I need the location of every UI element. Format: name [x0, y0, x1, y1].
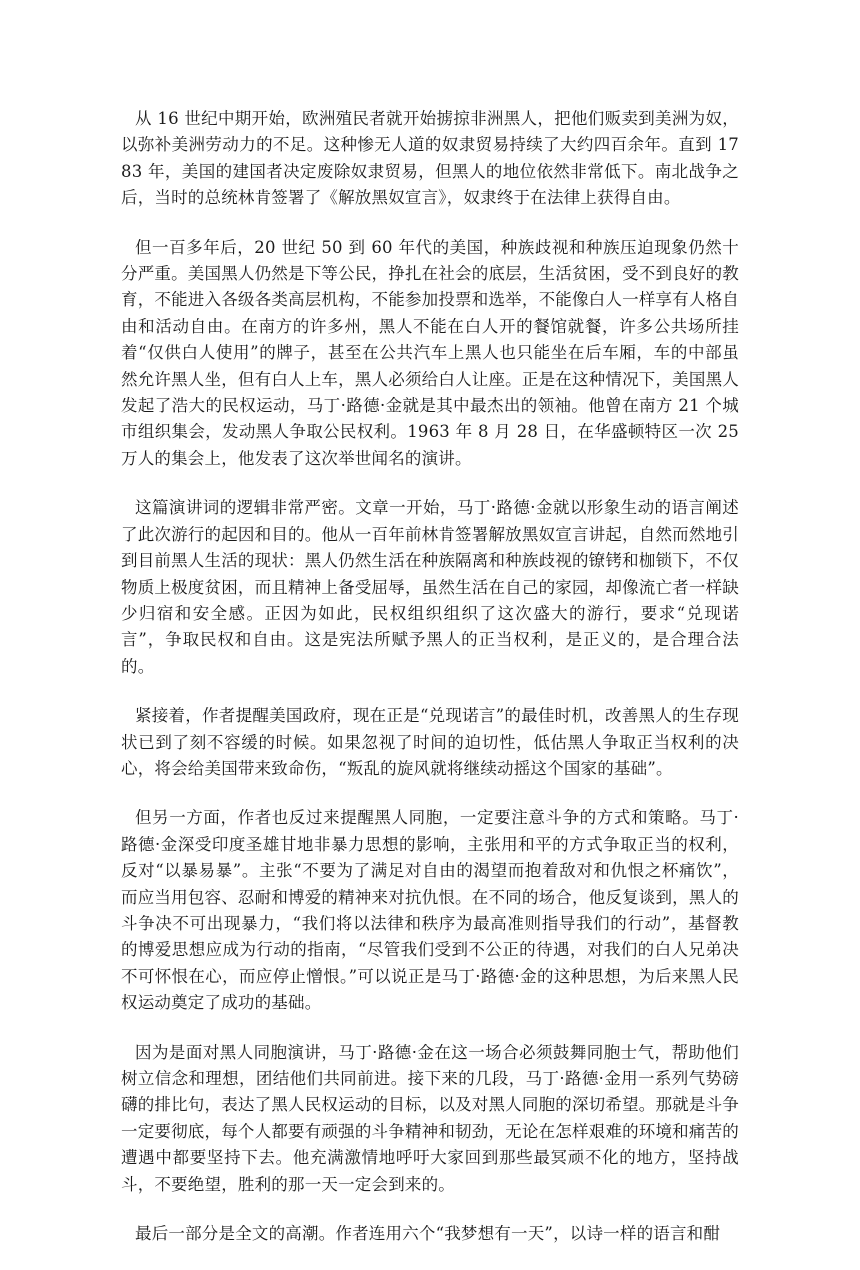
paragraph-7: 最后一部分是全文的高潮。作者连用六个“我梦想有一天”，以诗一样的语言和酣: [135, 1224, 721, 1244]
paragraph-5: 但另一方面，作者也反过来提醒黑人同胞，一定要注意斗争的方式和策略。马丁·路德·金深受印度圣雄甘地非暴力思想的影响，主张用和平的方式争取正当的权利，反对“以暴易暴”。主张“不要为了满足对自由的渴望而抱着敌对和仇恨之杯痛饮”，而应当用包容、忍耐和博爱的精神来对抗仇恨。在不同的场合，他反复谈到，黑人的斗争决不可出现暴力，“我们将以法律和秩序为最高准则指导我们的行动”，基督教的博爱思想应成为行动的指南，“尽管我们受到不公正的待遇，对我们的白人兄弟决不可怀恨在心，而应停止憎恨。”可以说正是马丁·路德·金的这种思想，为后来黑人民权运动奠定了成功的基础。: [121, 808, 739, 1013]
document-body: [121, 106, 739, 1270]
paragraph-2: 但一百多年后，20 世纪 50 到 60 年代的美国，种族歧视和种族压迫现象仍然十分严重。美国黑人仍然是下等公民，挣扎在社会的底层，生活贫困，受不到良好的教育，不能进入各级各类高层机构，不能参加投票和选举，不能像白人一样享有人格自由和活动自由。在南方的许多州，黑人不能在白人开的餐馆就餐，许多公共场所挂着“仅供白人使用”的牌子，甚至在公共汽车上黑人也只能坐在后车厢，车的中部虽然允许黑人坐，但有白人上车，黑人必须给白人让座。正是在这种情况下，美国黑人发起了浩大的民权运动，马丁·路德·金就是其中最杰出的领袖。他曾在南方 21 个城市组织集会，发动黑人争取公民权利。1963 年 8 月 28 日，在华盛顿特区一次 25 万人的集会上，他发表了这次举世闻名的演讲。: [121, 237, 739, 468]
paragraph-4: 紧接着，作者提醒美国政府，现在正是“兑现诺言”的最佳时机，改善黑人的生存现状已到了刻不容缓的时候。如果忽视了时间的迫切性，低估黑人争取正当权利的决心，将会给美国带来致命伤，“叛乱的旋风就将继续动摇这个国家的基础”。: [121, 706, 739, 778]
paragraph-6: 因为是面对黑人同胞演讲，马丁·路德·金在这一场合必须鼓舞同胞士气，帮助他们树立信念和理想，团结他们共同前进。接下来的几段，马丁·路德·金用一系列气势磅礴的排比句，表达了黑人民权运动的目标，以及对黑人同胞的深切希望。那就是斗争一定要彻底，每个人都要有顽强的斗争精神和韧劲，无论在怎样艰难的环境和痛苦的遭遇中都要坚持下去。他充满激情地呼吁大家回到那些最冥顽不化的地方，坚持战斗，不要绝望，胜利的那一天一定会到来的。: [121, 1042, 739, 1194]
paragraph-1: 从 16 世纪中期开始，欧洲殖民者就开始掳掠非洲黑人，把他们贩卖到美洲为奴，以弥补美洲劳动力的不足。这种惨无人道的奴隶贸易持续了大约四百余年。直到 1783 年，美国的建国者决定废除奴隶贸易，但黑人的地位依然非常低下。南北战争之后，当时的总统林肯签署了《解放黑奴宣言》，奴隶终于在法律上获得自由。: [121, 109, 739, 208]
paragraph-3: 这篇演讲词的逻辑非常严密。文章一开始，马丁·路德·金就以形象生动的语言阐述了此次游行的起因和目的。他从一百年前林肯签署解放黑奴宣言讲起，自然而然地引到目前黑人生活的现状：黑人仍然生活在种族隔离和种族歧视的镣铐和枷锁下，不仅物质上极度贫困，而且精神上备受屈辱，虽然生活在自己的家园，却像流亡者一样缺少归宿和安全感。正因为如此，民权组织组织了这次盛大的游行，要求“兑现诺言”，争取民权和自由。这是宪法所赋予黑人的正当权利，是正义的，是合理合法的。: [121, 498, 739, 676]
